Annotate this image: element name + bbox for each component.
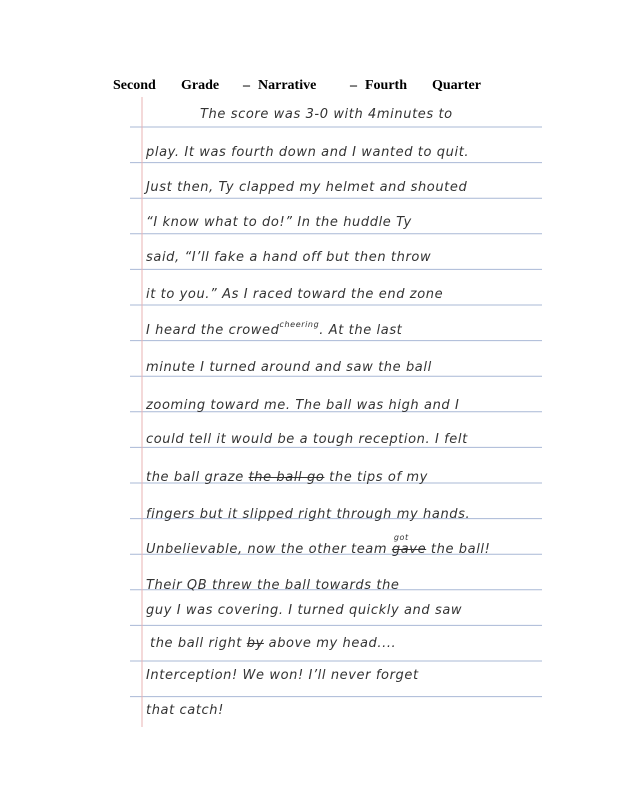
handwritten-line-12: fingers but it slipped right through my hands.	[146, 507, 471, 522]
line-7-end: . At the last	[319, 323, 403, 338]
handwritten-line-10: could tell it would be a tough reception. I felt	[146, 432, 468, 447]
header-title-1: Fourth	[365, 78, 407, 93]
handwritten-line-5: said, “I’ll fake a hand off but then throw	[146, 250, 432, 265]
header-dash-1: –	[243, 78, 250, 93]
handwritten-line-3: Just then, Ty clapped my helmet and shouted	[146, 180, 468, 195]
handwritten-line-16	[150, 636, 396, 651]
handwritten-line-9: zooming toward me. The ball was high and I	[146, 398, 460, 413]
handwritten-line-15: guy I was covering. I turned quickly and saw	[146, 603, 463, 618]
handwritten-line-7	[146, 320, 403, 338]
handwritten-line-17: Interception! We won! I’ll never forget	[146, 668, 419, 683]
handwritten-line-8: minute I turned around and saw the ball	[146, 360, 432, 375]
inserted-cheering: cheering	[279, 320, 320, 329]
struck-words: the ball go	[248, 470, 325, 485]
header-grade: Second	[113, 78, 156, 93]
header-type: Narrative	[258, 78, 317, 93]
header-dash-2: –	[350, 78, 357, 93]
handwritten-line-13	[146, 533, 491, 557]
worksheet-header	[0, 78, 618, 98]
handwritten-line-11	[146, 470, 428, 485]
handwritten-line-2: play. It was fourth down and I wanted to quit.	[146, 145, 470, 160]
line-13-start: Unbelievable, now the other team	[146, 542, 388, 557]
struck-gave: gave	[391, 542, 427, 557]
handwritten-line-14: Their QB threw the ball towards the	[146, 578, 400, 593]
line-13-end: the ball!	[426, 542, 491, 557]
line-11-end: the tips of my	[324, 470, 428, 485]
struck-by: by	[246, 636, 264, 651]
header-grade-word: Grade	[181, 78, 220, 93]
handwritten-line-18: that catch!	[146, 703, 224, 718]
header-title-2: Quarter	[432, 78, 481, 93]
line-11-start: the ball graze	[146, 470, 244, 485]
handwritten-line-6: it to you.” As I raced toward the end zone	[146, 287, 444, 302]
handwritten-line-4: “I know what to do!” In the huddle Ty	[146, 215, 412, 230]
line-16-end: above my head....	[263, 636, 397, 651]
line-7-start: I heard the crowed	[146, 323, 280, 338]
line-16-start: the ball right	[150, 636, 242, 651]
inserted-got: got	[393, 533, 409, 542]
handwritten-line-1: The score was 3-0 with 4minutes to	[200, 107, 453, 122]
